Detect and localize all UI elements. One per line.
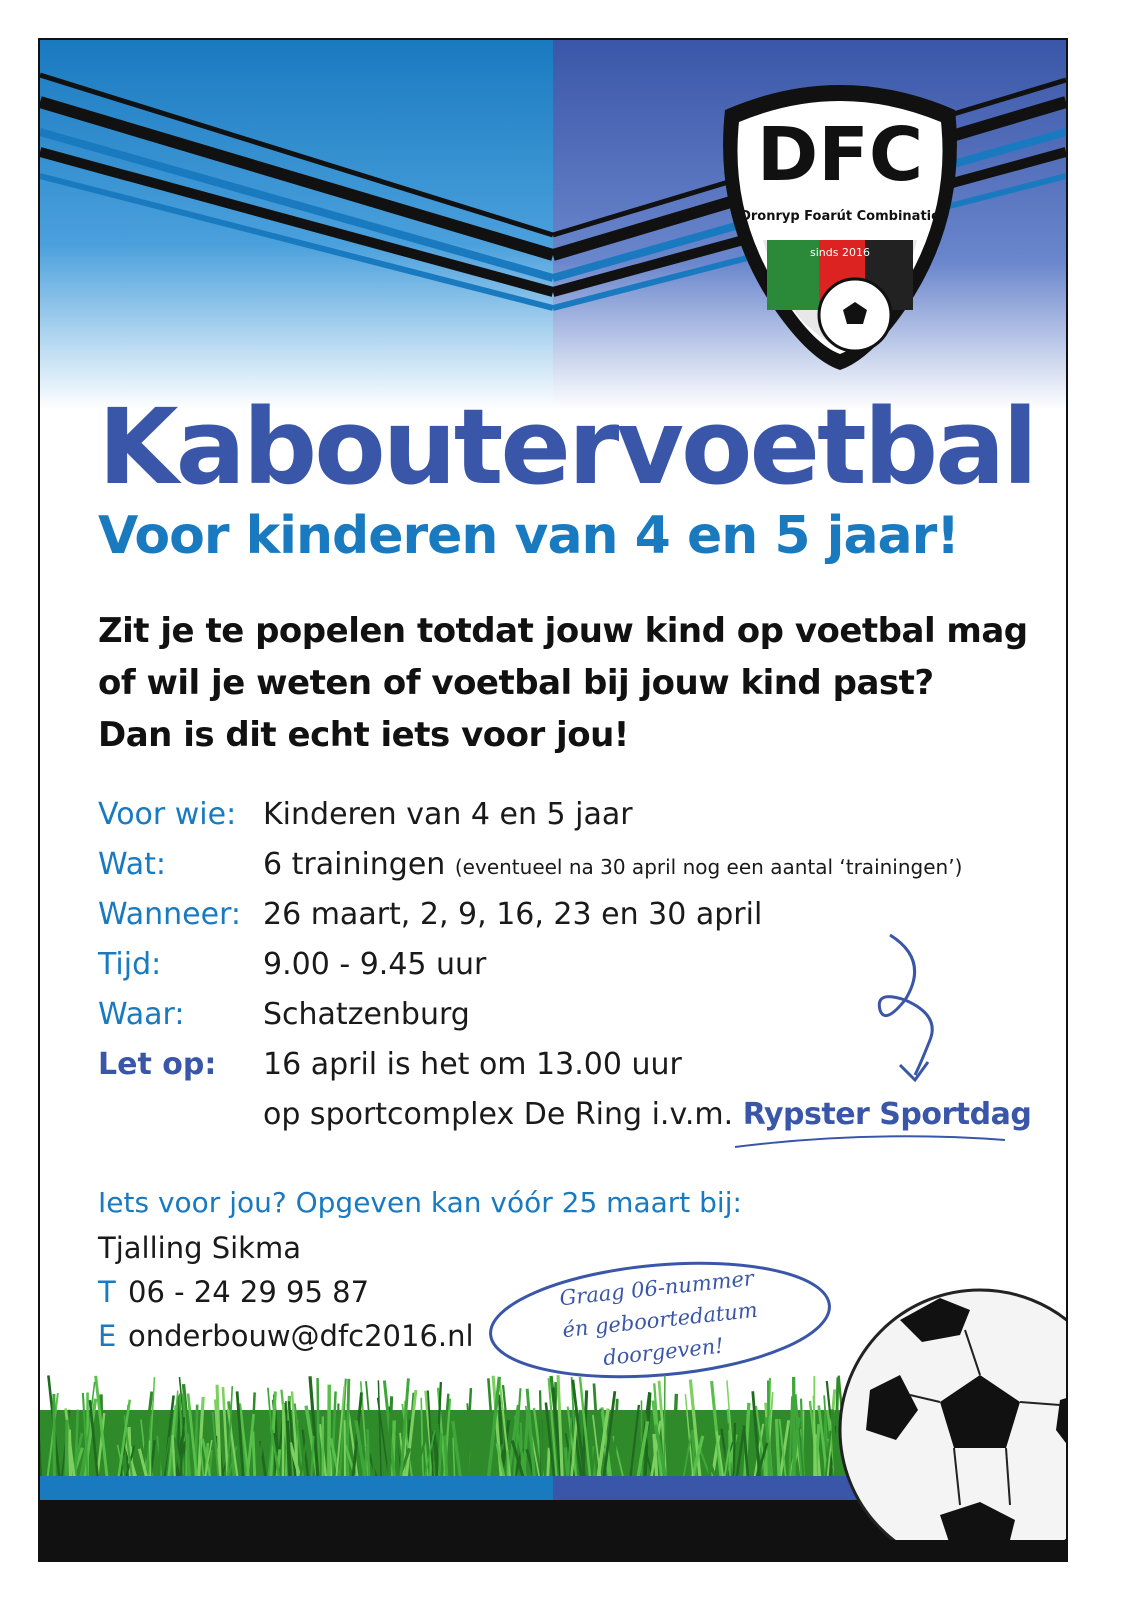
time-label: Tijd: — [98, 947, 162, 982]
sportdag-underline — [730, 1132, 1010, 1152]
what-note: (eventueel na 30 april nog een aantal ‘trainingen’) — [454, 855, 963, 879]
page-subtitle: Voor kinderen van 4 en 5 jaar! — [98, 506, 959, 566]
where-value: Schatzenburg — [263, 997, 470, 1032]
time-value: 9.00 - 9.45 uur — [263, 947, 487, 982]
logo-name: DFC — [756, 112, 924, 198]
flyer — [38, 38, 1068, 1562]
when-label: Wanneer: — [98, 897, 241, 932]
intro-line-2: of wil je weten of voetbal bij jouw kind past? — [98, 663, 934, 703]
detail-row-who — [98, 790, 1028, 840]
where-label: Waar: — [98, 997, 185, 1032]
email-prefix: E — [98, 1319, 117, 1353]
intro-line-1: Zit je te popelen totdat jouw kind op voetbal mag — [98, 611, 1028, 651]
soccer-ball-icon — [830, 1280, 1068, 1540]
intro-line-3: Dan is dit echt iets voor jou! — [98, 715, 629, 755]
logo-since: sinds 2016 — [810, 246, 870, 259]
who-label: Voor wie: — [98, 797, 237, 832]
note-value-1: 16 april is het om 13.00 uur — [263, 1047, 682, 1082]
what-value: 6 trainingen — [263, 847, 446, 882]
what-label: Wat: — [98, 847, 166, 882]
phone-prefix: T — [98, 1275, 116, 1309]
curly-arrow-icon — [860, 930, 950, 1090]
page-title: Kaboutervoetbal — [98, 386, 1036, 508]
contact-email: onderbouw@dfc2016.nl — [128, 1319, 474, 1353]
stamp-line-2: én geboortedatum — [561, 1297, 759, 1343]
contact-phone: 06 - 24 29 95 87 — [128, 1275, 370, 1309]
signup-heading: Iets voor jou? Opgeven kan vóór 25 maart bij: — [98, 1186, 742, 1219]
stamp-line-3: doorgeven! — [601, 1333, 725, 1371]
when-value: 26 maart, 2, 9, 16, 23 en 30 april — [263, 897, 763, 932]
contact-name: Tjalling Sikma — [98, 1231, 301, 1265]
what-value-wrap — [263, 840, 962, 892]
note-value-2: op sportcomplex De Ring i.v.m. — [263, 1097, 734, 1132]
intro-text — [98, 605, 1028, 761]
stamp-line-1: Graag 06-nummer — [558, 1266, 755, 1311]
detail-row-what — [98, 840, 1028, 890]
note-label: Let op: — [98, 1047, 217, 1082]
logo-tagline: Dronryp Foarút Combinatie — [740, 209, 940, 224]
who-value: Kinderen van 4 en 5 jaar — [263, 797, 633, 832]
sportdag-highlight: Rypster Sportdag — [742, 1097, 1032, 1132]
dfc-logo — [705, 70, 975, 380]
